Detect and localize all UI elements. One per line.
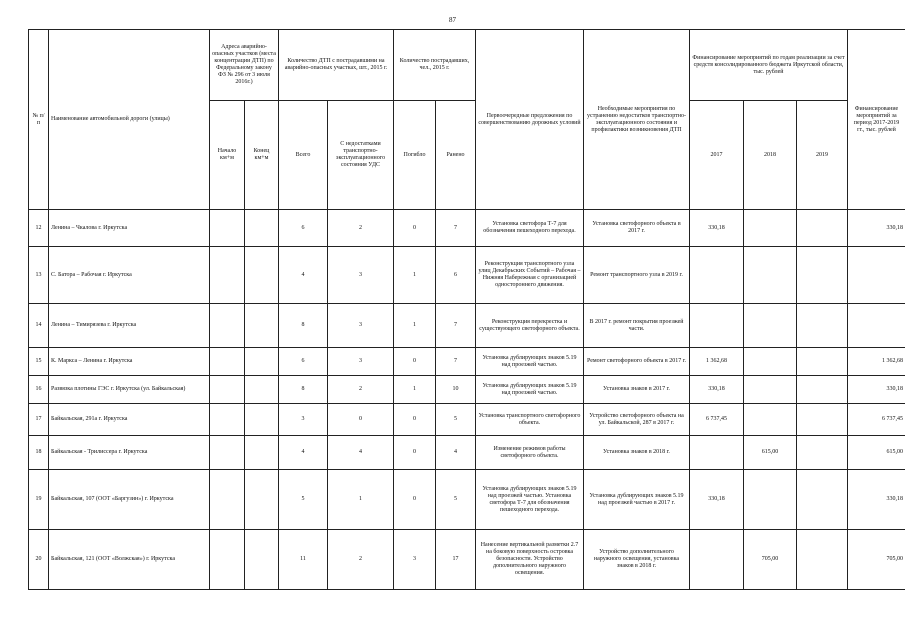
cell-measures: Установка светофорного объекта в 2017 г. — [584, 210, 690, 247]
cell-fin-2019 — [797, 304, 848, 348]
cell-fin-total: 330,18 — [848, 376, 905, 404]
cell-uds: 3 — [328, 304, 394, 348]
cell-measures: Ремонт светофорного объекта в 2017 г. — [584, 348, 690, 376]
cell-injured: 6 — [436, 247, 476, 304]
table-row — [29, 404, 905, 436]
table-row — [29, 210, 905, 247]
cell-priority: Установка дублирующих знаков 5.19 над проезжей частью. Установка светофора Т-7 для обозначения пешеходного перехода. — [476, 470, 584, 530]
cell-start — [210, 436, 245, 470]
cell-measures: Установка знаков в 2018 г. — [584, 436, 690, 470]
cell-fin-2018 — [744, 210, 797, 247]
cell-road: Байкальская, 121 (ООТ «Волжская») г. Иркутска — [49, 530, 210, 590]
cell-fin-2017 — [690, 247, 744, 304]
cell-fin-2019 — [797, 436, 848, 470]
header-road: Наименование автомобильной дороги (улицы) — [49, 30, 210, 210]
cell-fin-2018 — [744, 470, 797, 530]
header-injured: Ранено — [436, 101, 476, 210]
header-address-end: Конец км+м — [245, 101, 279, 210]
header-row-1 — [29, 30, 905, 101]
cell-injured: 7 — [436, 210, 476, 247]
cell-road: Байкальская, 107 (ООТ «Баргузин») г. Иркутска — [49, 470, 210, 530]
cell-fin-2019 — [797, 470, 848, 530]
header-dtp-count: Количество ДТП с пострадавшими на аварийно-опасных участках, шт., 2015 г. — [279, 30, 394, 101]
cell-road: Байкальская, 291а г. Иркутска — [49, 404, 210, 436]
cell-measures: Ремонт транспортного узла в 2019 г. — [584, 247, 690, 304]
cell-fin-2017: 330,18 — [690, 210, 744, 247]
header-2019: 2019 — [797, 101, 848, 210]
cell-uds: 1 — [328, 470, 394, 530]
cell-road: Ленина – Чкалова г. Иркутска — [49, 210, 210, 247]
cell-injured: 4 — [436, 436, 476, 470]
cell-num: 17 — [29, 404, 49, 436]
cell-start — [210, 470, 245, 530]
cell-total: 5 — [279, 470, 328, 530]
cell-priority: Установка дублирующих знаков 5.19 над проезжей частью. — [476, 376, 584, 404]
cell-fin-total: 705,00 — [848, 530, 905, 590]
cell-measures: Установка дублирующих знаков 5.19 над проезжей частью в 2017 г. — [584, 470, 690, 530]
cell-priority: Изменение режимов работы светофорного объекта. — [476, 436, 584, 470]
table-row — [29, 304, 905, 348]
cell-end — [245, 304, 279, 348]
table-row — [29, 247, 905, 304]
header-fin-total: Финансирование мероприятий за период 2017-2019 гг., тыс. рублей — [848, 30, 905, 210]
cell-fin-2017: 330,18 — [690, 470, 744, 530]
table-row — [29, 376, 905, 404]
header-dtp-total: Всего — [279, 101, 328, 210]
cell-fin-2017 — [690, 436, 744, 470]
cell-num: 18 — [29, 436, 49, 470]
header-financing: Финансирование мероприятий по годам реализации за счет средств консолидированного бюджета Иркутской области, тыс. рублей — [690, 30, 848, 101]
cell-num: 16 — [29, 376, 49, 404]
cell-measures: Устройство дополнительного наружного освещения, установка знаков в 2018 г. — [584, 530, 690, 590]
cell-priority: Установка светофора Т-7 для обозначения пешеходного перехода. — [476, 210, 584, 247]
cell-killed: 3 — [394, 530, 436, 590]
cell-uds: 2 — [328, 376, 394, 404]
cell-start — [210, 247, 245, 304]
cell-start — [210, 304, 245, 348]
cell-road: К. Маркса – Ленина г. Иркутска — [49, 348, 210, 376]
cell-priority: Нанесение вертикальной разметки 2.7 на боковую поверхность островка безопасности. Устройство дополнительного наружного освещения. — [476, 530, 584, 590]
cell-start — [210, 530, 245, 590]
cell-killed: 0 — [394, 210, 436, 247]
cell-uds: 3 — [328, 247, 394, 304]
cell-fin-total: 330,18 — [848, 210, 905, 247]
cell-num: 19 — [29, 470, 49, 530]
cell-priority: Установка транспортного светофорного объекта. — [476, 404, 584, 436]
header-2017: 2017 — [690, 101, 744, 210]
cell-injured: 10 — [436, 376, 476, 404]
cell-start — [210, 404, 245, 436]
cell-fin-2018: 705,00 — [744, 530, 797, 590]
cell-road: Байкальская - Трилиссера г. Иркутска — [49, 436, 210, 470]
cell-start — [210, 376, 245, 404]
cell-end — [245, 376, 279, 404]
cell-fin-2017: 330,18 — [690, 376, 744, 404]
header-killed: Погибло — [394, 101, 436, 210]
cell-killed: 0 — [394, 470, 436, 530]
cell-num: 20 — [29, 530, 49, 590]
table-row — [29, 470, 905, 530]
road-safety-table — [28, 29, 905, 590]
cell-num: 14 — [29, 304, 49, 348]
cell-fin-total: 1 362,68 — [848, 348, 905, 376]
header-address-start: Начало км+м — [210, 101, 245, 210]
cell-total: 11 — [279, 530, 328, 590]
header-2018: 2018 — [744, 101, 797, 210]
cell-fin-2018 — [744, 348, 797, 376]
cell-killed: 1 — [394, 376, 436, 404]
header-address: Адреса аварийно-опасных участков (места концентрации ДТП) по Федеральному закону ФЗ № 296 от 3 июля 2016г.) — [210, 30, 279, 101]
cell-road: С. Батора – Рабочая г. Иркутска — [49, 247, 210, 304]
cell-total: 8 — [279, 376, 328, 404]
cell-injured: 5 — [436, 470, 476, 530]
cell-killed: 0 — [394, 436, 436, 470]
table-row — [29, 348, 905, 376]
cell-injured: 7 — [436, 304, 476, 348]
cell-injured: 17 — [436, 530, 476, 590]
cell-uds: 3 — [328, 348, 394, 376]
cell-total: 8 — [279, 304, 328, 348]
cell-measures: В 2017 г. ремонт покрытия проезжей части. — [584, 304, 690, 348]
cell-end — [245, 210, 279, 247]
cell-fin-total — [848, 247, 905, 304]
cell-end — [245, 470, 279, 530]
cell-total: 4 — [279, 436, 328, 470]
cell-measures: Установка знаков в 2017 г. — [584, 376, 690, 404]
cell-fin-total — [848, 304, 905, 348]
cell-end — [245, 348, 279, 376]
cell-road: Ленина – Тимирязева г. Иркутска — [49, 304, 210, 348]
header-dtp-uds: С недостатками транспортно-эксплуатационного состояния УДС — [328, 101, 394, 210]
cell-fin-2019 — [797, 376, 848, 404]
cell-fin-total: 330,18 — [848, 470, 905, 530]
cell-killed: 0 — [394, 404, 436, 436]
cell-fin-total: 6 737,45 — [848, 404, 905, 436]
cell-total: 6 — [279, 348, 328, 376]
cell-priority: Реконструкция транспортного узла улиц Декабрьских Событий – Рабочая – Нижняя Набережная с организацией одностороннего движения. — [476, 247, 584, 304]
cell-fin-2019 — [797, 210, 848, 247]
cell-fin-2018 — [744, 376, 797, 404]
page-number: 87 — [449, 16, 456, 24]
cell-uds: 2 — [328, 210, 394, 247]
cell-killed: 1 — [394, 304, 436, 348]
cell-start — [210, 210, 245, 247]
cell-fin-2017 — [690, 530, 744, 590]
cell-num: 12 — [29, 210, 49, 247]
cell-fin-2017: 1 362,68 — [690, 348, 744, 376]
cell-end — [245, 247, 279, 304]
cell-priority: Реконструкция перекрестка и существующего светофорного объекта. — [476, 304, 584, 348]
cell-fin-2018 — [744, 247, 797, 304]
cell-fin-total: 615,00 — [848, 436, 905, 470]
header-victims: Количество пострадавших, чел., 2015 г. — [394, 30, 476, 101]
cell-start — [210, 348, 245, 376]
cell-killed: 1 — [394, 247, 436, 304]
cell-total: 4 — [279, 247, 328, 304]
cell-priority: Установка дублирующих знаков 5.19 над проезжей частью. — [476, 348, 584, 376]
cell-num: 15 — [29, 348, 49, 376]
cell-total: 3 — [279, 404, 328, 436]
cell-fin-2019 — [797, 247, 848, 304]
cell-total: 6 — [279, 210, 328, 247]
cell-injured: 5 — [436, 404, 476, 436]
table-row — [29, 530, 905, 590]
cell-uds: 4 — [328, 436, 394, 470]
cell-road: Развязка плотины ГЭС г. Иркутска (ул. Байкальская) — [49, 376, 210, 404]
cell-end — [245, 530, 279, 590]
header-measures: Необходимые мероприятия по устранению недостатков транспортно-эксплуатационного состояния и профилактики возникновения ДТП — [584, 30, 690, 210]
cell-fin-2017 — [690, 304, 744, 348]
cell-measures: Устройство светофорного объекта на ул. Байкальской, 287 в 2017 г. — [584, 404, 690, 436]
cell-num: 13 — [29, 247, 49, 304]
cell-fin-2018 — [744, 404, 797, 436]
header-num: № п/п — [29, 30, 49, 210]
cell-injured: 7 — [436, 348, 476, 376]
cell-uds: 2 — [328, 530, 394, 590]
cell-fin-2018 — [744, 304, 797, 348]
header-priority: Первоочередные предложения по совершенствованию дорожных условий — [476, 30, 584, 210]
cell-fin-2019 — [797, 530, 848, 590]
cell-fin-2019 — [797, 348, 848, 376]
cell-killed: 0 — [394, 348, 436, 376]
cell-fin-2018: 615,00 — [744, 436, 797, 470]
cell-end — [245, 436, 279, 470]
cell-fin-2017: 6 737,45 — [690, 404, 744, 436]
cell-end — [245, 404, 279, 436]
cell-uds: 0 — [328, 404, 394, 436]
cell-fin-2019 — [797, 404, 848, 436]
table-row — [29, 436, 905, 470]
